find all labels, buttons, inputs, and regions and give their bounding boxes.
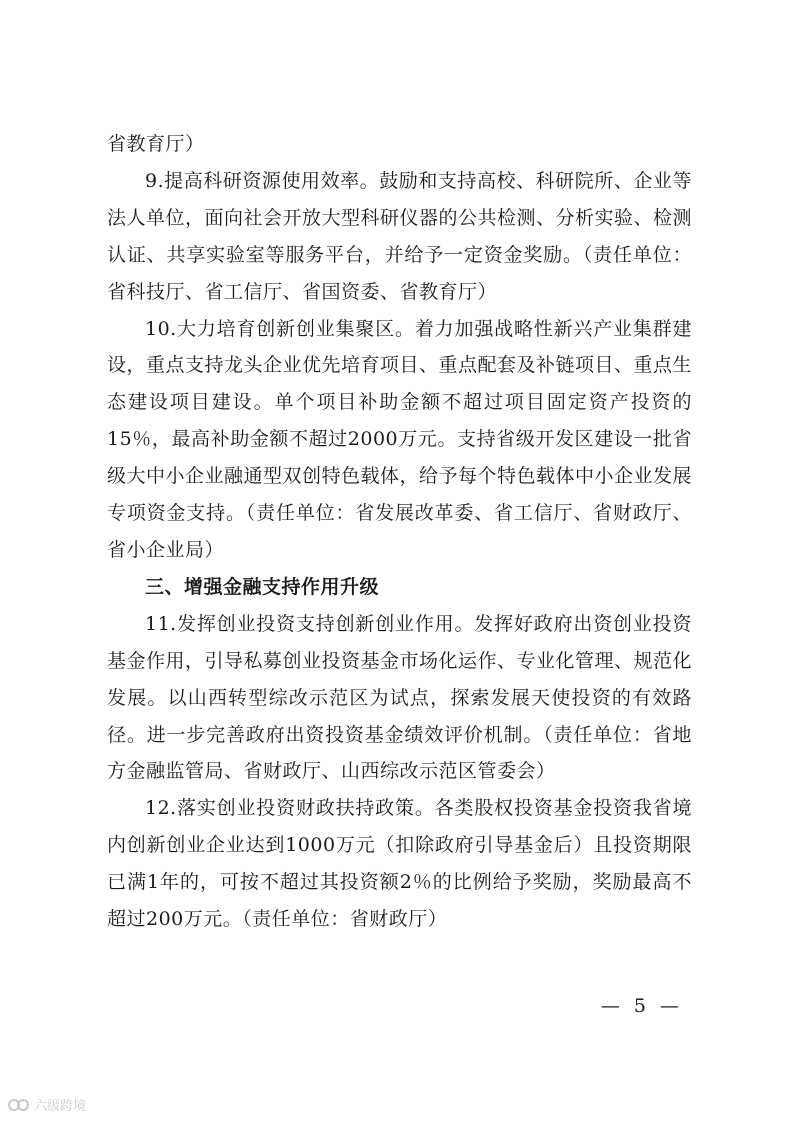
section-heading: 三、增强金融支持作用升级 <box>145 575 380 598</box>
paragraph-item-9: 9.提高科研资源使用效率。鼓励和支持高校、科研院所、企业等法人单位，面向社会开放大型科研仪器的公共检测、分析实验、检测认证、共享实验室等服务平台，并给予一定资金奖励。（责任单位：省科技厅、省工信厅、省国资委、省教育厅） <box>107 169 693 303</box>
watermark-logo-icon <box>8 1097 30 1113</box>
watermark-text: 六级跨境 <box>34 1099 87 1114</box>
document-body <box>107 126 692 938</box>
paragraph-continuation: 省教育厅） <box>107 133 205 155</box>
paragraph-item-12: 12.落实创业投资财政扶持政策。各类股权投资基金投资我省境内创新创业企业达到1000万元（扣除政府引导基金后）且投资期限已满1年的，可按不超过其投资额2％的比例给予奖励，奖励最高不超过200万元。（责任单位：省财政厅） <box>107 797 692 931</box>
page-number: — 5 — <box>600 995 683 1017</box>
watermark <box>8 1095 86 1114</box>
paragraph-item-10: 10.大力培育创新创业集聚区。着力加强战略性新兴产业集群建设，重点支持龙头企业优先培育项目、重点配套及补链项目、重点生态建设项目建设。单个项目补助金额不超过项目固定资产投资的15％，最高补助金额不超过2000万元。支持省级开发区建设一批省级大中小企业融通型双创特色载体，给予每个特色载体中小企业发展专项资金支持。（责任单位：省发展改革委、省工信厅、省财政厅、省小企业局） <box>107 317 693 561</box>
paragraph-item-11: 11.发挥创业投资支持创新创业作用。发挥好政府出资创业投资基金作用，引导私募创业投资基金市场化运作、专业化管理、规范化发展。以山西转型综改示范区为试点，探索发展天使投资的有效路径。进一步完善政府出资投资基金绩效评价机制。（责任单位：省地方金融监管局、省财政厅、山西综改示范区管委会） <box>107 612 693 783</box>
